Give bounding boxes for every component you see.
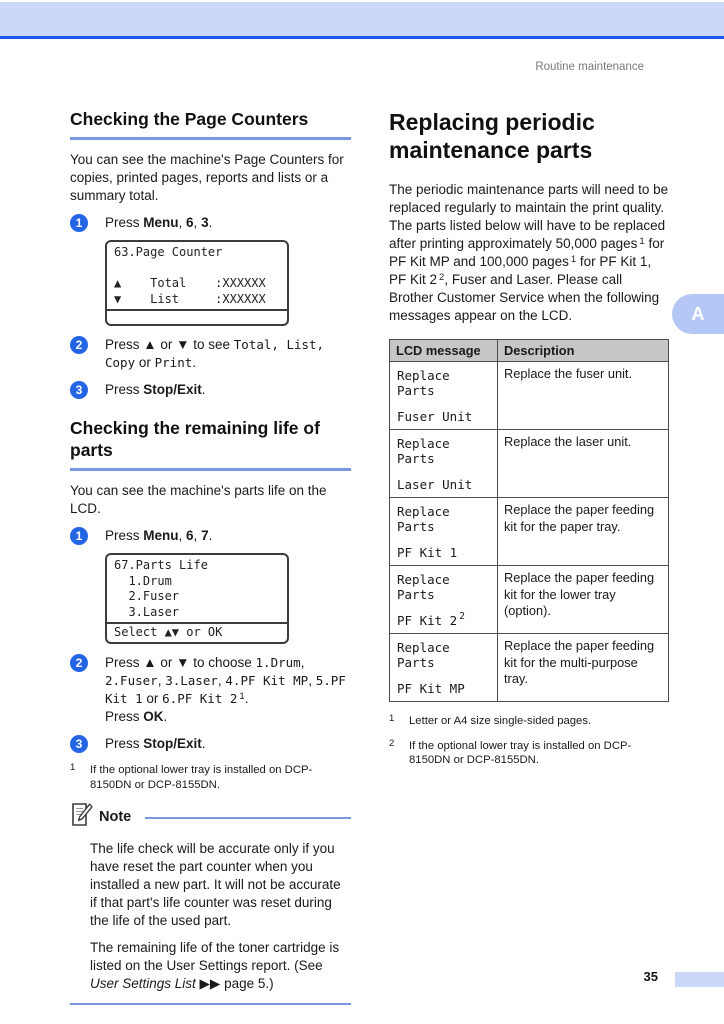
step-text: Press ▲ or ▼ to choose 1.Drum, 2.Fuser, 3.Laser, 4.PF Kit MP, 5.PF Kit 1 or 6.PF Kit 2 $^1$. Press OK. xyxy=(105,655,346,724)
section-title-page-counters: Checking the Page Counters xyxy=(70,108,351,140)
footnote-text: Letter or A4 size single-sided pages. xyxy=(409,715,592,727)
step-1 xyxy=(70,527,351,545)
chapter-intro: The periodic maintenance parts will need to be replaced regularly to maintain the print quality. The parts listed below will have to be replaced after printing approximately 50,000 pages $^1$ for PF Kit MP and 100,000 pages $^1$ for PF Kit 1, PF Kit 2 $^2$, Fuser and Laser. Please call Brother Customer Service when the following messages appear on the LCD. xyxy=(389,182,669,323)
running-header: Routine maintenance xyxy=(535,61,644,73)
description-cell: Replace the fuser unit. xyxy=(498,362,669,430)
description-cell: Replace the paper feeding kit for the paper tray. xyxy=(498,498,669,566)
description-cell: Replace the laser unit. xyxy=(498,430,669,498)
top-band xyxy=(0,2,724,39)
section-intro: You can see the machine's parts life on the LCD. xyxy=(70,483,327,516)
step-number-badge: 1 xyxy=(70,214,88,232)
right-column xyxy=(389,108,669,774)
footnote-marker: 2 xyxy=(389,737,395,749)
chapter-title: Replacing periodic maintenance parts xyxy=(389,109,595,163)
lcd-message-cell: Replace Parts PF Kit 1 xyxy=(390,498,498,566)
lcd-line: ▲ Total :XXXXXX xyxy=(114,276,266,290)
description-cell: Replace the paper feeding kit for the lower tray (option). xyxy=(498,566,669,634)
lcd-message-cell: Replace Parts Fuser Unit xyxy=(390,362,498,430)
lcd-line: ▼ List :XXXXXX xyxy=(114,291,266,306)
page-number: 35 xyxy=(643,969,658,984)
table-header-row xyxy=(390,340,669,362)
section-title-remaining-life: Checking the remaining life of parts xyxy=(70,417,351,471)
table-row xyxy=(390,430,669,498)
step-3 xyxy=(70,735,351,753)
lcd-status-bar xyxy=(107,309,287,324)
note-title: Note xyxy=(99,809,132,825)
footer-bar xyxy=(675,972,724,987)
lcd-display-parts-life xyxy=(105,553,289,644)
lcd-line: 1.Drum xyxy=(114,573,172,588)
note-rule xyxy=(145,817,351,819)
step-number-badge: 3 xyxy=(70,735,88,753)
section-tab-a: A xyxy=(672,294,724,334)
lcd-main-area xyxy=(107,555,287,622)
lcd-line: 2.Fuser xyxy=(114,589,180,603)
lcd-message-cell: Replace Parts PF Kit MP xyxy=(390,634,498,702)
step-text: Press Stop/Exit. xyxy=(105,736,206,751)
lcd-main-area xyxy=(107,242,287,309)
note-header xyxy=(70,802,351,832)
step-text: Press Menu, 6, 3. xyxy=(105,215,213,230)
step-number-badge: 3 xyxy=(70,381,88,399)
lcd-status-bar: Select ▲▼ or OK xyxy=(107,622,287,642)
section-intro: You can see the machine's Page Counters for copies, printed pages, reports and lists or a summary total. xyxy=(70,152,344,203)
lcd-line: 3.Laser xyxy=(114,604,180,619)
table-row xyxy=(390,498,669,566)
step-number-badge: 2 xyxy=(70,336,88,354)
footnote-marker: 1 xyxy=(70,762,76,773)
note-paragraph: The life check will be accurate only if you have reset the part counter when you installed a new part. It will not be accurate if that part's life counter was reset during the life of the used part. xyxy=(90,841,341,928)
note-end-rule xyxy=(70,1003,351,1005)
lcd-message-table xyxy=(389,339,669,702)
lcd-line xyxy=(114,261,280,277)
lcd-message-cell: Replace Parts PF Kit 2 $^2$ xyxy=(390,566,498,634)
lcd-message-cell: Replace Parts Laser Unit xyxy=(390,430,498,498)
step-text: Press ▲ or ▼ to see Total, List, Copy or Print. xyxy=(105,337,325,370)
footnote xyxy=(389,739,669,768)
step-3 xyxy=(70,381,351,399)
footnote xyxy=(70,763,351,792)
table-row xyxy=(390,634,669,702)
note-block xyxy=(70,802,351,1005)
step-2 xyxy=(70,654,351,726)
step-2 xyxy=(70,336,351,372)
column-header-lcd-message: LCD message xyxy=(390,340,498,362)
note-icon xyxy=(70,802,93,832)
footnote-marker: 1 xyxy=(389,713,395,724)
footnote-text: If the optional lower tray is installed on DCP-8150DN or DCP-8155DN. xyxy=(409,739,632,766)
step-1 xyxy=(70,214,351,232)
lcd-line: 63.Page Counter xyxy=(114,245,223,259)
note-body xyxy=(90,840,351,993)
step-text: Press Stop/Exit. xyxy=(105,382,206,397)
step-text: Press Menu, 6, 7. xyxy=(105,528,213,543)
lcd-line: 67.Parts Life xyxy=(114,558,208,572)
note-paragraph: The remaining life of the toner cartridge is listed on the User Settings report. (See User Settings List ▶▶ page 5.) xyxy=(90,940,340,991)
table-row xyxy=(390,362,669,430)
step-number-badge: 1 xyxy=(70,527,88,545)
footnote xyxy=(389,714,669,729)
left-column xyxy=(70,108,351,1005)
footnote-text: If the optional lower tray is installed on DCP-8150DN or DCP-8155DN. xyxy=(90,764,313,791)
table-row xyxy=(390,566,669,634)
lcd-display-page-counter xyxy=(105,240,289,326)
column-header-description: Description xyxy=(498,340,669,362)
step-number-badge: 2 xyxy=(70,654,88,672)
description-cell: Replace the paper feeding kit for the multi-purpose tray. xyxy=(498,634,669,702)
